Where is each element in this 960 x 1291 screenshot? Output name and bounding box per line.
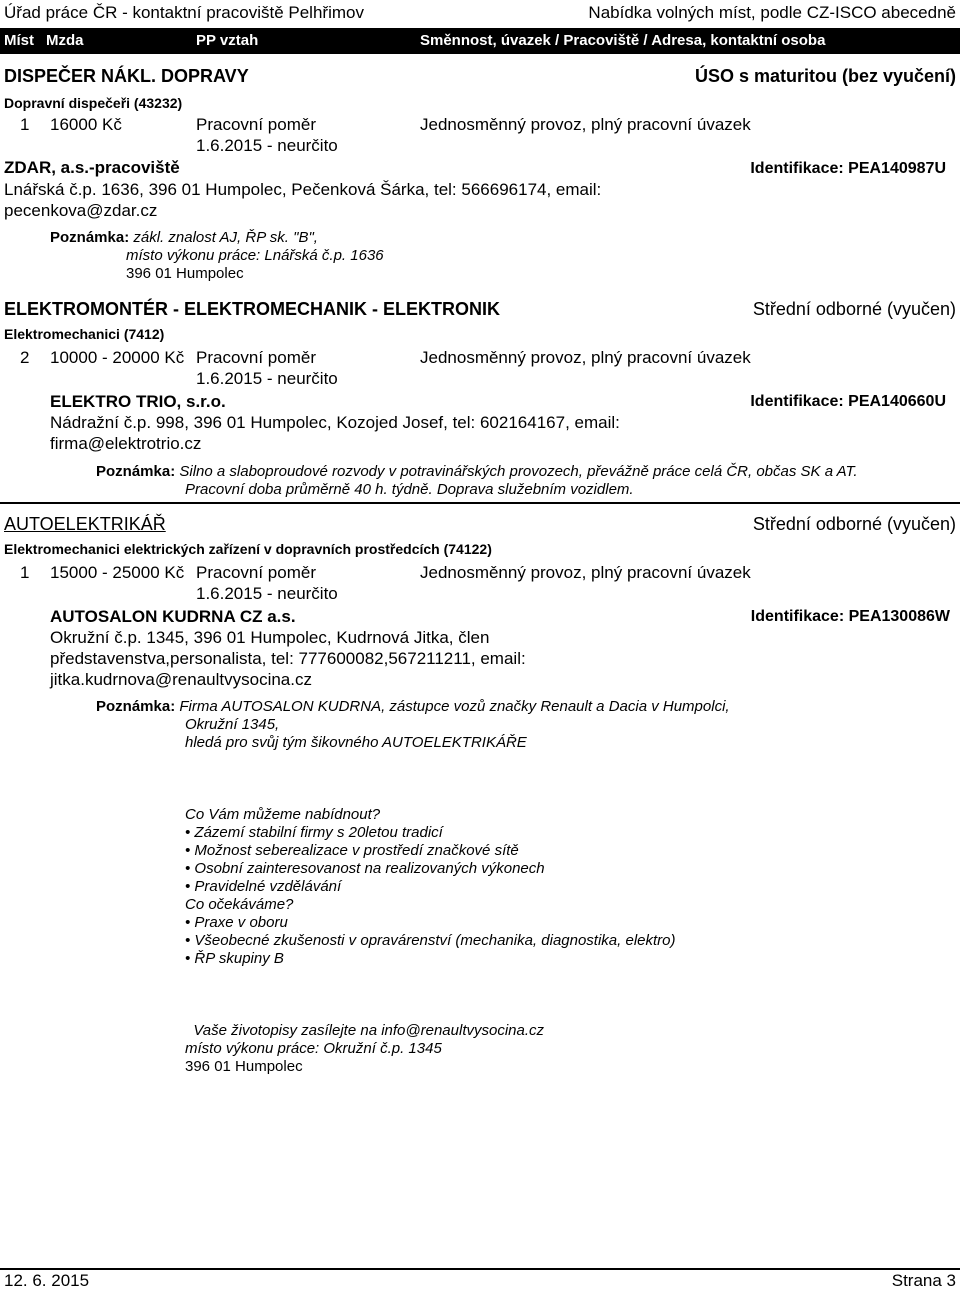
note-label: Poznámka: xyxy=(96,698,176,715)
column-header-bar xyxy=(0,28,960,54)
employment-period: 1.6.2015 - neurčito xyxy=(196,136,338,155)
note-line: místo výkonu práce: Lnářská č.p. 1636 xyxy=(126,247,384,264)
note-line xyxy=(96,1004,730,1022)
job-identifier: Identifikace: PEA140660U xyxy=(750,393,946,410)
note-line: • Praxe v oboru xyxy=(185,914,288,931)
employer-name: AUTOSALON KUDRNA CZ a.s. xyxy=(50,607,296,626)
job-category: Dopravní dispečeři (43232) xyxy=(4,95,183,111)
note-line: • Všeobecné zkušenosti v opravárenství (mechanika, diagnostika, elektro) xyxy=(185,932,676,949)
note-line: • ŘP skupiny B xyxy=(185,950,284,967)
note-line xyxy=(96,986,730,1004)
footer-divider xyxy=(0,1268,960,1270)
job-category: Elektromechanici elektrických zařízení v dopravních prostředcích (74122) xyxy=(4,541,492,557)
employment-period: 1.6.2015 - neurčito xyxy=(196,369,338,388)
salary: 10000 - 20000 Kč xyxy=(50,348,185,367)
job-note xyxy=(96,463,858,499)
salary: 15000 - 25000 Kč xyxy=(50,563,185,582)
column-pp-vztah: PP vztah xyxy=(196,32,259,49)
note-line: • Osobní zainteresovanost na realizovaných výkonech xyxy=(185,860,545,877)
position-count: 1 xyxy=(20,563,30,582)
job-category: Elektromechanici (7412) xyxy=(4,326,165,342)
note-line xyxy=(96,968,730,986)
note-line xyxy=(96,770,730,788)
note-line: Co Vám můžeme nabídnout? xyxy=(185,806,381,823)
note-line: 396 01 Humpolec xyxy=(185,1058,303,1075)
note-line: Silno a slaboproudové rozvody v potravinářských provozech, převážně práce celá ČR, občas SK a AT. xyxy=(179,463,858,480)
column-mist: Míst xyxy=(4,32,34,49)
column-details: Směnnost, úvazek / Pracoviště / Adresa, kontaktní osoba xyxy=(420,32,826,49)
note-label: Poznámka: xyxy=(50,229,130,246)
note-line: • Pravidelné vzdělávání xyxy=(185,878,342,895)
column-mzda: Mzda xyxy=(46,32,84,49)
employer-address: Okružní č.p. 1345, 396 01 Humpolec, Kudrnová Jitka, člen xyxy=(50,628,490,647)
job-title: DISPEČER NÁKL. DOPRAVY xyxy=(4,66,249,86)
shift-workload: Jednosměnný provoz, plný pracovní úvazek xyxy=(420,115,751,134)
note-line: místo výkonu práce: Okružní č.p. 1345 xyxy=(185,1040,442,1057)
note-line: Firma AUTOSALON KUDRNA, zástupce vozů značky Renault a Dacia v Humpolci, xyxy=(179,698,730,715)
note-label: Poznámka: xyxy=(96,463,176,480)
job-identifier: Identifikace: PEA130086W xyxy=(750,608,950,625)
job-note xyxy=(50,229,384,283)
shift-workload: Jednosměnný provoz, plný pracovní úvazek xyxy=(420,563,751,582)
note-line: zákl. znalost AJ, ŘP sk. "B", xyxy=(133,229,318,246)
salary: 16000 Kč xyxy=(50,115,122,134)
note-line: Okružní 1345, xyxy=(185,716,280,733)
education-level: Střední odborné (vyučen) xyxy=(752,299,956,319)
employer-email: pecenkova@zdar.cz xyxy=(4,201,158,220)
note-line: • Možnost seberealizace v prostředí značkové sítě xyxy=(185,842,519,859)
report-sort-description: Nabídka volných míst, podle CZ-ISCO abecedně xyxy=(588,3,956,22)
note-line: hledá pro svůj tým šikovného AUTOELEKTRIKÁŘE xyxy=(185,734,527,751)
education-level: ÚSO s maturitou (bez vyučení) xyxy=(694,66,956,86)
employment-relation: Pracovní poměr xyxy=(196,115,316,134)
job-title: AUTOELEKTRIKÁŘ xyxy=(4,514,166,534)
job-note xyxy=(96,698,730,1076)
job-identifier: Identifikace: PEA140987U xyxy=(750,160,946,177)
shift-workload: Jednosměnný provoz, plný pracovní úvazek xyxy=(420,348,751,367)
employer-email: jitka.kudrnova@renaultvysocina.cz xyxy=(50,670,312,689)
employer-address: Nádražní č.p. 998, 396 01 Humpolec, Kozojed Josef, tel: 602164167, email: xyxy=(50,413,620,432)
page-number: Strana 3 xyxy=(891,1271,956,1290)
note-line: • Zázemí stabilní firmy s 20letou tradicí xyxy=(185,824,443,841)
section-divider xyxy=(0,502,960,504)
report-date: 12. 6. 2015 xyxy=(4,1271,90,1290)
employer-address: představenstva,personalista, tel: 777600082,567211211, email: xyxy=(50,649,526,668)
employer-email: firma@elektrotrio.cz xyxy=(50,434,202,453)
employment-relation: Pracovní poměr xyxy=(196,348,316,367)
report-office-title: Úřad práce ČR - kontaktní pracoviště Pelhřimov xyxy=(4,3,364,22)
education-level: Střední odborné (vyučen) xyxy=(752,514,956,534)
note-line: Co očekáváme? xyxy=(185,896,294,913)
employer-name: ZDAR, a.s.-pracoviště xyxy=(4,158,180,177)
employment-period: 1.6.2015 - neurčito xyxy=(196,584,338,603)
note-line xyxy=(96,788,730,806)
employer-name: ELEKTRO TRIO, s.r.o. xyxy=(50,392,226,411)
employment-relation: Pracovní poměr xyxy=(196,563,316,582)
note-line xyxy=(96,752,730,770)
note-line: Vaše životopisy zasílejte na info@renaultvysocina.cz xyxy=(185,1022,545,1039)
employer-address: Lnářská č.p. 1636, 396 01 Humpolec, Pečenková Šárka, tel: 566696174, email: xyxy=(4,180,602,199)
position-count: 1 xyxy=(20,115,30,134)
note-line: Pracovní doba průměrně 40 h. týdně. Doprava služebním vozidlem. xyxy=(185,481,634,498)
position-count: 2 xyxy=(20,348,30,367)
job-title: ELEKTROMONTÉR - ELEKTROMECHANIK - ELEKTRONIK xyxy=(4,299,500,319)
note-line: 396 01 Humpolec xyxy=(126,265,244,282)
